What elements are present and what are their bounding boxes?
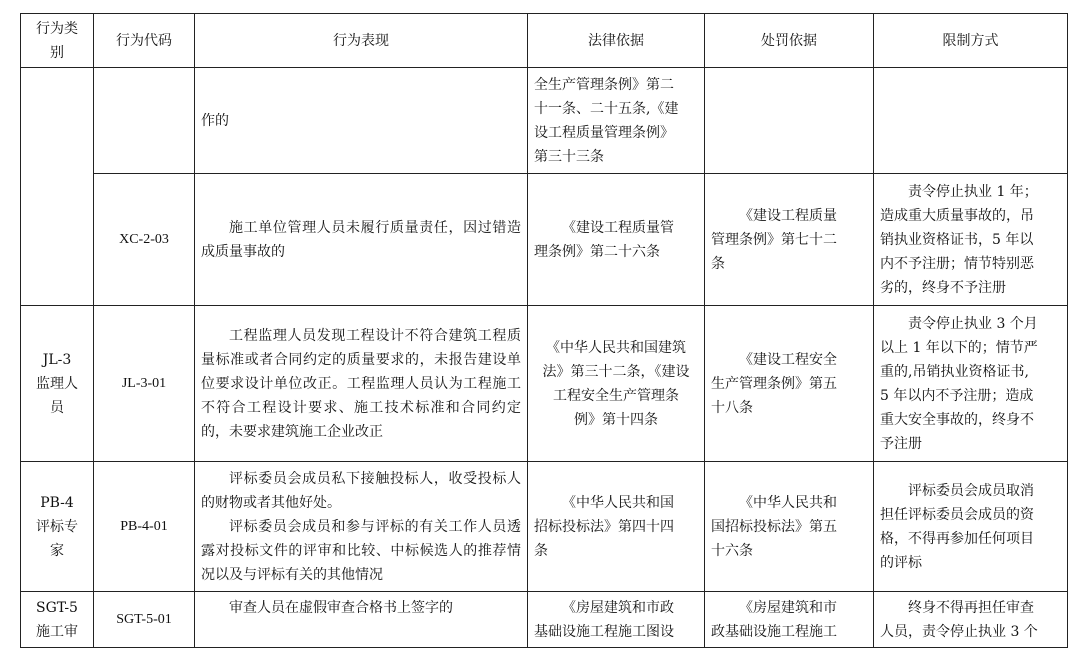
header-penalty-basis: 处罚依据 <box>705 14 874 68</box>
behavior-cell <box>195 592 528 648</box>
penalty-basis-text: 《中华人民共和 国招标投标法》第五 十六条 <box>711 494 837 559</box>
restriction-cell <box>874 174 1068 306</box>
category-cell <box>21 462 94 592</box>
penalty-basis-cell <box>705 592 874 648</box>
restriction-cell <box>874 68 1068 174</box>
legal-basis-text: 《中华人民共和国 招标投标法》第四十四 条 <box>534 494 674 559</box>
table-row <box>21 68 1068 174</box>
behavior-cell <box>195 306 528 462</box>
penalty-basis-cell <box>705 68 874 174</box>
table-row <box>21 174 1068 306</box>
header-behavior: 行为表现 <box>195 14 528 68</box>
category-code: SGT-5 <box>36 599 78 616</box>
category-cell <box>21 306 94 462</box>
restriction-cell <box>874 592 1068 648</box>
behavior-text: 评标委员会成员私下接触投标人，收受投标人的财物或者其他好处。 <box>201 470 521 511</box>
behavior-text: 作的 <box>201 112 229 129</box>
code-cell: SGT-5-01 <box>94 592 195 648</box>
penalty-basis-text: 《建设工程安全 生产管理条例》第五 十八条 <box>711 351 837 416</box>
code-cell: JL-3-01 <box>94 306 195 462</box>
code-cell <box>94 68 195 174</box>
table-row <box>21 592 1068 648</box>
behavior-text: 工程监理人员发现工程设计不符合建筑工程质量标准或者合同约定的质量要求的，未报告建设单位要求设计单位改正。工程监理人员认为工程施工不符合工程设计要求、施工技术标准和合同约定的，未要求建筑施工企业改正 <box>201 327 521 440</box>
category-label: 评标专 家 <box>36 518 78 559</box>
restriction-text: 终身不得再担任审查 人员，责令停止执业 3 个 <box>880 600 1038 640</box>
header-legal-basis: 法律依据 <box>528 14 705 68</box>
legal-basis-cell <box>528 174 705 306</box>
table-header-row <box>21 14 1068 68</box>
behavior-cell <box>195 462 528 592</box>
code-cell: XC-2-03 <box>94 174 195 306</box>
category-cell <box>21 592 94 648</box>
behavior-text: 施工单位管理人员未履行质量责任，因过错造成质量事故的 <box>201 219 521 260</box>
category-label: 监理人 员 <box>36 375 78 416</box>
category-label: 施工审 <box>36 623 78 640</box>
table-row <box>21 462 1068 592</box>
legal-basis-text: 《房屋建筑和市政 基础设施工程施工图设 <box>534 600 674 640</box>
penalty-basis-text: 《房屋建筑和市 政基础设施工程施工 <box>711 600 837 640</box>
restriction-text: 责令停止执业 1 年； 造成重大质量事故的，吊 销执业资格证书，5 年以 内不予注册；情节特别恶 劣的，终身不予注册 <box>880 183 1038 296</box>
penalty-basis-cell <box>705 462 874 592</box>
category-code: PB-4 <box>40 494 74 511</box>
code-cell: PB-4-01 <box>94 462 195 592</box>
header-category: 行为类 别 <box>21 14 94 68</box>
table-row <box>21 306 1068 462</box>
restriction-text: 责令停止执业 3 个月 以上 1 年以下的；情节严 重的,吊销执业资格证书, 5 年以内不予注册；造成 重大安全事故的，终身不 予注册 <box>880 315 1038 452</box>
behavior-cell <box>195 174 528 306</box>
restriction-cell <box>874 462 1068 592</box>
legal-basis-cell <box>528 592 705 648</box>
legal-basis-cell: 《中华人民共和国建筑 法》第三十二条，《建设 工程安全生产管理条 例》第十四条 <box>528 306 705 462</box>
header-code: 行为代码 <box>94 14 195 68</box>
legal-basis-cell: 全生产管理条例》第二 十一条、二十五条,《建 设工程质量管理条例》 第三十三条 <box>528 68 705 174</box>
restriction-cell <box>874 306 1068 462</box>
behavior-text: 评标委员会成员和参与评标的有关工作人员透露对投标文件的评审和比较、中标候选人的推荐情况以及与评标有关的其他情况 <box>201 518 521 583</box>
legal-basis-text: 《建设工程质量管 理条例》第二十六条 <box>534 219 674 260</box>
behavior-text: 审查人员在虚假审查合格书上签字的 <box>229 600 453 616</box>
restriction-text: 评标委员会成员取消 担任评标委员会成员的资 格，不得再参加任何项目 的评标 <box>880 482 1034 571</box>
category-code: JL-3 <box>42 351 72 368</box>
regulation-table <box>20 13 1068 648</box>
legal-basis-cell <box>528 462 705 592</box>
penalty-basis-cell <box>705 306 874 462</box>
header-restriction: 限制方式 <box>874 14 1068 68</box>
category-cell-empty <box>21 68 94 306</box>
penalty-basis-cell <box>705 174 874 306</box>
penalty-basis-text: 《建设工程质量 管理条例》第七十二 条 <box>711 207 837 272</box>
behavior-cell <box>195 68 528 174</box>
